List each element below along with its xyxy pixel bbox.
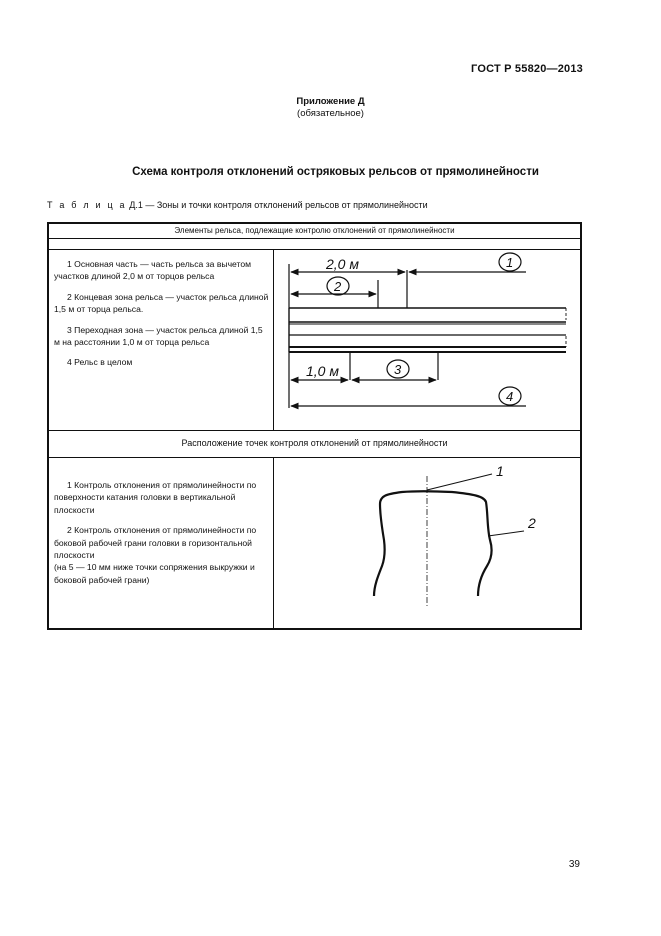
table-row-divider	[47, 238, 582, 239]
appendix-title: Приложение Д	[296, 96, 365, 107]
page-number: 39	[568, 859, 580, 870]
section2-items	[54, 479, 270, 594]
page-title: Схема контроля отклонений остряковых рельсов от прямолинейности	[132, 166, 539, 178]
leader-2	[488, 531, 524, 536]
list-item: (на 5 — 10 мм ниже точки сопряжения выкружки и боковой рабочей грани)	[54, 562, 255, 585]
table-row-divider	[47, 430, 582, 431]
rail-zones-diagram	[274, 250, 580, 430]
label-2: 2	[334, 279, 342, 294]
section2-header: Расположение точек контроля отклонений от прямолинейности	[181, 438, 448, 448]
list-item: 1 Основная часть — часть рельса за вычетом участков длиной 2,0 м от торцов рельса	[54, 259, 252, 282]
label-4: 4	[506, 389, 514, 404]
table-caption	[47, 200, 428, 210]
table-border-top	[47, 222, 582, 224]
point-label-2: 2	[528, 515, 536, 531]
point-label-1: 1	[496, 463, 504, 479]
table-border-right	[580, 222, 582, 630]
rail-head-diagram	[274, 458, 580, 628]
list-item: 4 Рельс в целом	[67, 357, 133, 368]
appendix-note: (обязательное)	[297, 108, 364, 119]
standard-number: ГОСТ Р 55820—2013	[471, 63, 583, 75]
section1-items	[54, 258, 270, 377]
dim-1m-label: 1,0 м	[306, 363, 339, 379]
table-caption-text: — Зоны и точки контроля отклонений рельсов от прямолинейности	[145, 200, 428, 210]
section1-header: Элементы рельса, подлежащие контролю отклонений от прямолинейности	[174, 226, 455, 235]
list-item: 2 Концевая зона рельса — участок рельса длиной 1,5 м от торца рельса.	[54, 291, 269, 315]
table-caption-number: Д.1	[129, 200, 143, 210]
table-caption-prefix: Т а б л и ц а	[47, 200, 127, 210]
list-item: 2 Контроль отклонения от прямолинейности по боковой рабочей грани головки в горизонтальной плоскости	[54, 525, 257, 561]
table-border-bottom	[47, 628, 582, 630]
leader-1	[427, 474, 492, 490]
table-border-left	[47, 222, 49, 630]
label-1: 1	[506, 255, 514, 270]
label-3: 3	[394, 362, 402, 377]
list-item: 3 Переходная зона — участок рельса длиной 1,5 м на расстоянии 1,0 м от торца рельса	[54, 324, 263, 348]
rail-head-profile	[374, 491, 492, 596]
list-item: 1 Контроль отклонения от прямолинейности по поверхности катания головки в вертикальной плоскости	[54, 480, 257, 515]
dim-2m-label: 2,0 м	[326, 256, 359, 272]
